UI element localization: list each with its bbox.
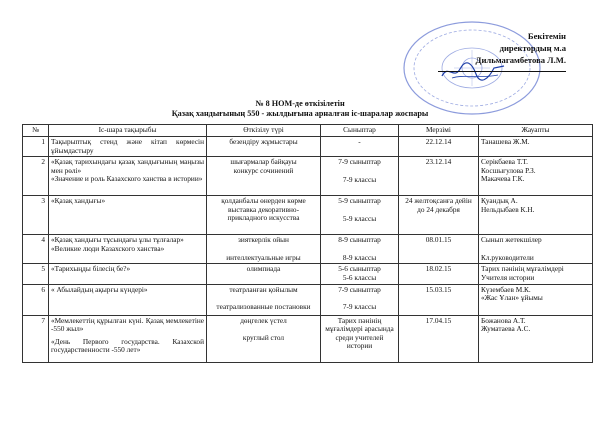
event-date: 24 желтоқсанға дейін до 24 декабря: [399, 196, 479, 235]
event-responsible: Сынып жетекшілер Кл.руководители: [479, 235, 593, 264]
approval-name: Дильмагамбетова Л.М.: [475, 55, 566, 66]
table-header-row: [23, 125, 593, 137]
row-number: 7: [23, 315, 49, 362]
event-responsible: Серікбаева Т.Т. Косшыгулова Р.З. Макачева Г.К.: [479, 157, 593, 196]
row-number: 3: [23, 196, 49, 235]
row-number: 6: [23, 284, 49, 315]
table-row: [23, 264, 593, 284]
approval-position: директордың м.а: [499, 43, 566, 54]
event-responsible: Тарих пәнінің мұғалімдері Учителя истории: [479, 264, 593, 284]
header-responsible: Жауапты: [479, 125, 593, 137]
approval-block: [416, 30, 566, 72]
row-number: 1: [23, 137, 49, 157]
header-classes: Сыныптар: [321, 125, 399, 137]
approval-word: Бекітемін: [527, 31, 566, 41]
event-form: театрланған қойылым театрализованные постановки: [207, 284, 321, 315]
document-subtitle: Қазақ хандығының 550 - жылдығына арналған іс-шаралар жоспары: [171, 109, 429, 118]
table-row: [23, 235, 593, 264]
event-form: шығармалар байқауы конкурс сочинений: [207, 157, 321, 196]
row-number: 2: [23, 157, 49, 196]
event-classes: 8-9 сыныптар 8-9 классы: [321, 235, 399, 264]
event-classes: 7-9 сыныптар 7-9 классы: [321, 157, 399, 196]
event-classes: 7-9 сыныптар 7-9 классы: [321, 284, 399, 315]
event-topic: « Абылайдың ақырғы күндері»: [49, 284, 207, 315]
event-date: 18.02.15: [399, 264, 479, 284]
document-title: № 8 НОМ-де өткізілетін: [255, 99, 345, 108]
event-topic: «Қазақ тарихындағы қазақ хандығының маңызы мен рөлі» «Значение и роль Казахского ханства в истории»: [49, 157, 207, 196]
event-topic: Тақырыптық стенд және кітап көрмесін ұйымдастыру: [49, 137, 207, 157]
event-responsible: Қуандық А. Нельдыбаев К.Н.: [479, 196, 593, 235]
row-number: 5: [23, 264, 49, 284]
header-date: Мерзімі: [399, 125, 479, 137]
header-topic: Іс-шара тақырыбы: [49, 125, 207, 137]
event-form: безендіру жұмыстары: [207, 137, 321, 157]
event-date: 22.12.14: [399, 137, 479, 157]
event-form: қолданбалы өнерден көрме выставка декоративно-прикладного искусства: [207, 196, 321, 235]
event-responsible: Божанова А.Т. Жуматаева А.С.: [479, 315, 593, 362]
event-form: олимпиада: [207, 264, 321, 284]
event-date: 15.03.15: [399, 284, 479, 315]
event-form: зияткерлік ойын интеллектуальные игры: [207, 235, 321, 264]
events-plan-table: [22, 124, 593, 363]
table-row: [23, 284, 593, 315]
table-row: [23, 315, 593, 362]
signature-line: [438, 67, 566, 72]
event-topic: «Тарихыңды білесің бе?»: [49, 264, 207, 284]
event-responsible: Танашева Ж.М.: [479, 137, 593, 157]
header-form: Өткізілу түрі: [207, 125, 321, 137]
event-classes: Тарих пәнінің мұғалімдері арасында среди учителей истории: [321, 315, 399, 362]
event-date: 08.01.15: [399, 235, 479, 264]
event-responsible: Күзембаев М.К. «Жас Ұлан» ұйымы: [479, 284, 593, 315]
event-topic: «Қазақ хандығы»: [49, 196, 207, 235]
event-topic: «Мемлекеттің құрылған күні. Қазақ мемлекетіне -550 жыл» «День Первого государства. Казахской государственности -550 лет»: [49, 315, 207, 362]
event-classes: 5-9 сыныптар 5-9 классы: [321, 196, 399, 235]
event-classes: 5-6 сыныптар 5-6 классы: [321, 264, 399, 284]
row-number: 4: [23, 235, 49, 264]
event-date: 23.12.14: [399, 157, 479, 196]
table-row: [23, 196, 593, 235]
event-date: 17.04.15: [399, 315, 479, 362]
event-form: дөңгелек үстел круглый стол: [207, 315, 321, 362]
event-classes: -: [321, 137, 399, 157]
header-number: №: [23, 125, 49, 137]
table-row: [23, 137, 593, 157]
table-row: [23, 157, 593, 196]
event-topic: «Қазақ хандығы тұсындағы ұлы тұлғалар» «Великие люди Казахского ханства»: [49, 235, 207, 264]
